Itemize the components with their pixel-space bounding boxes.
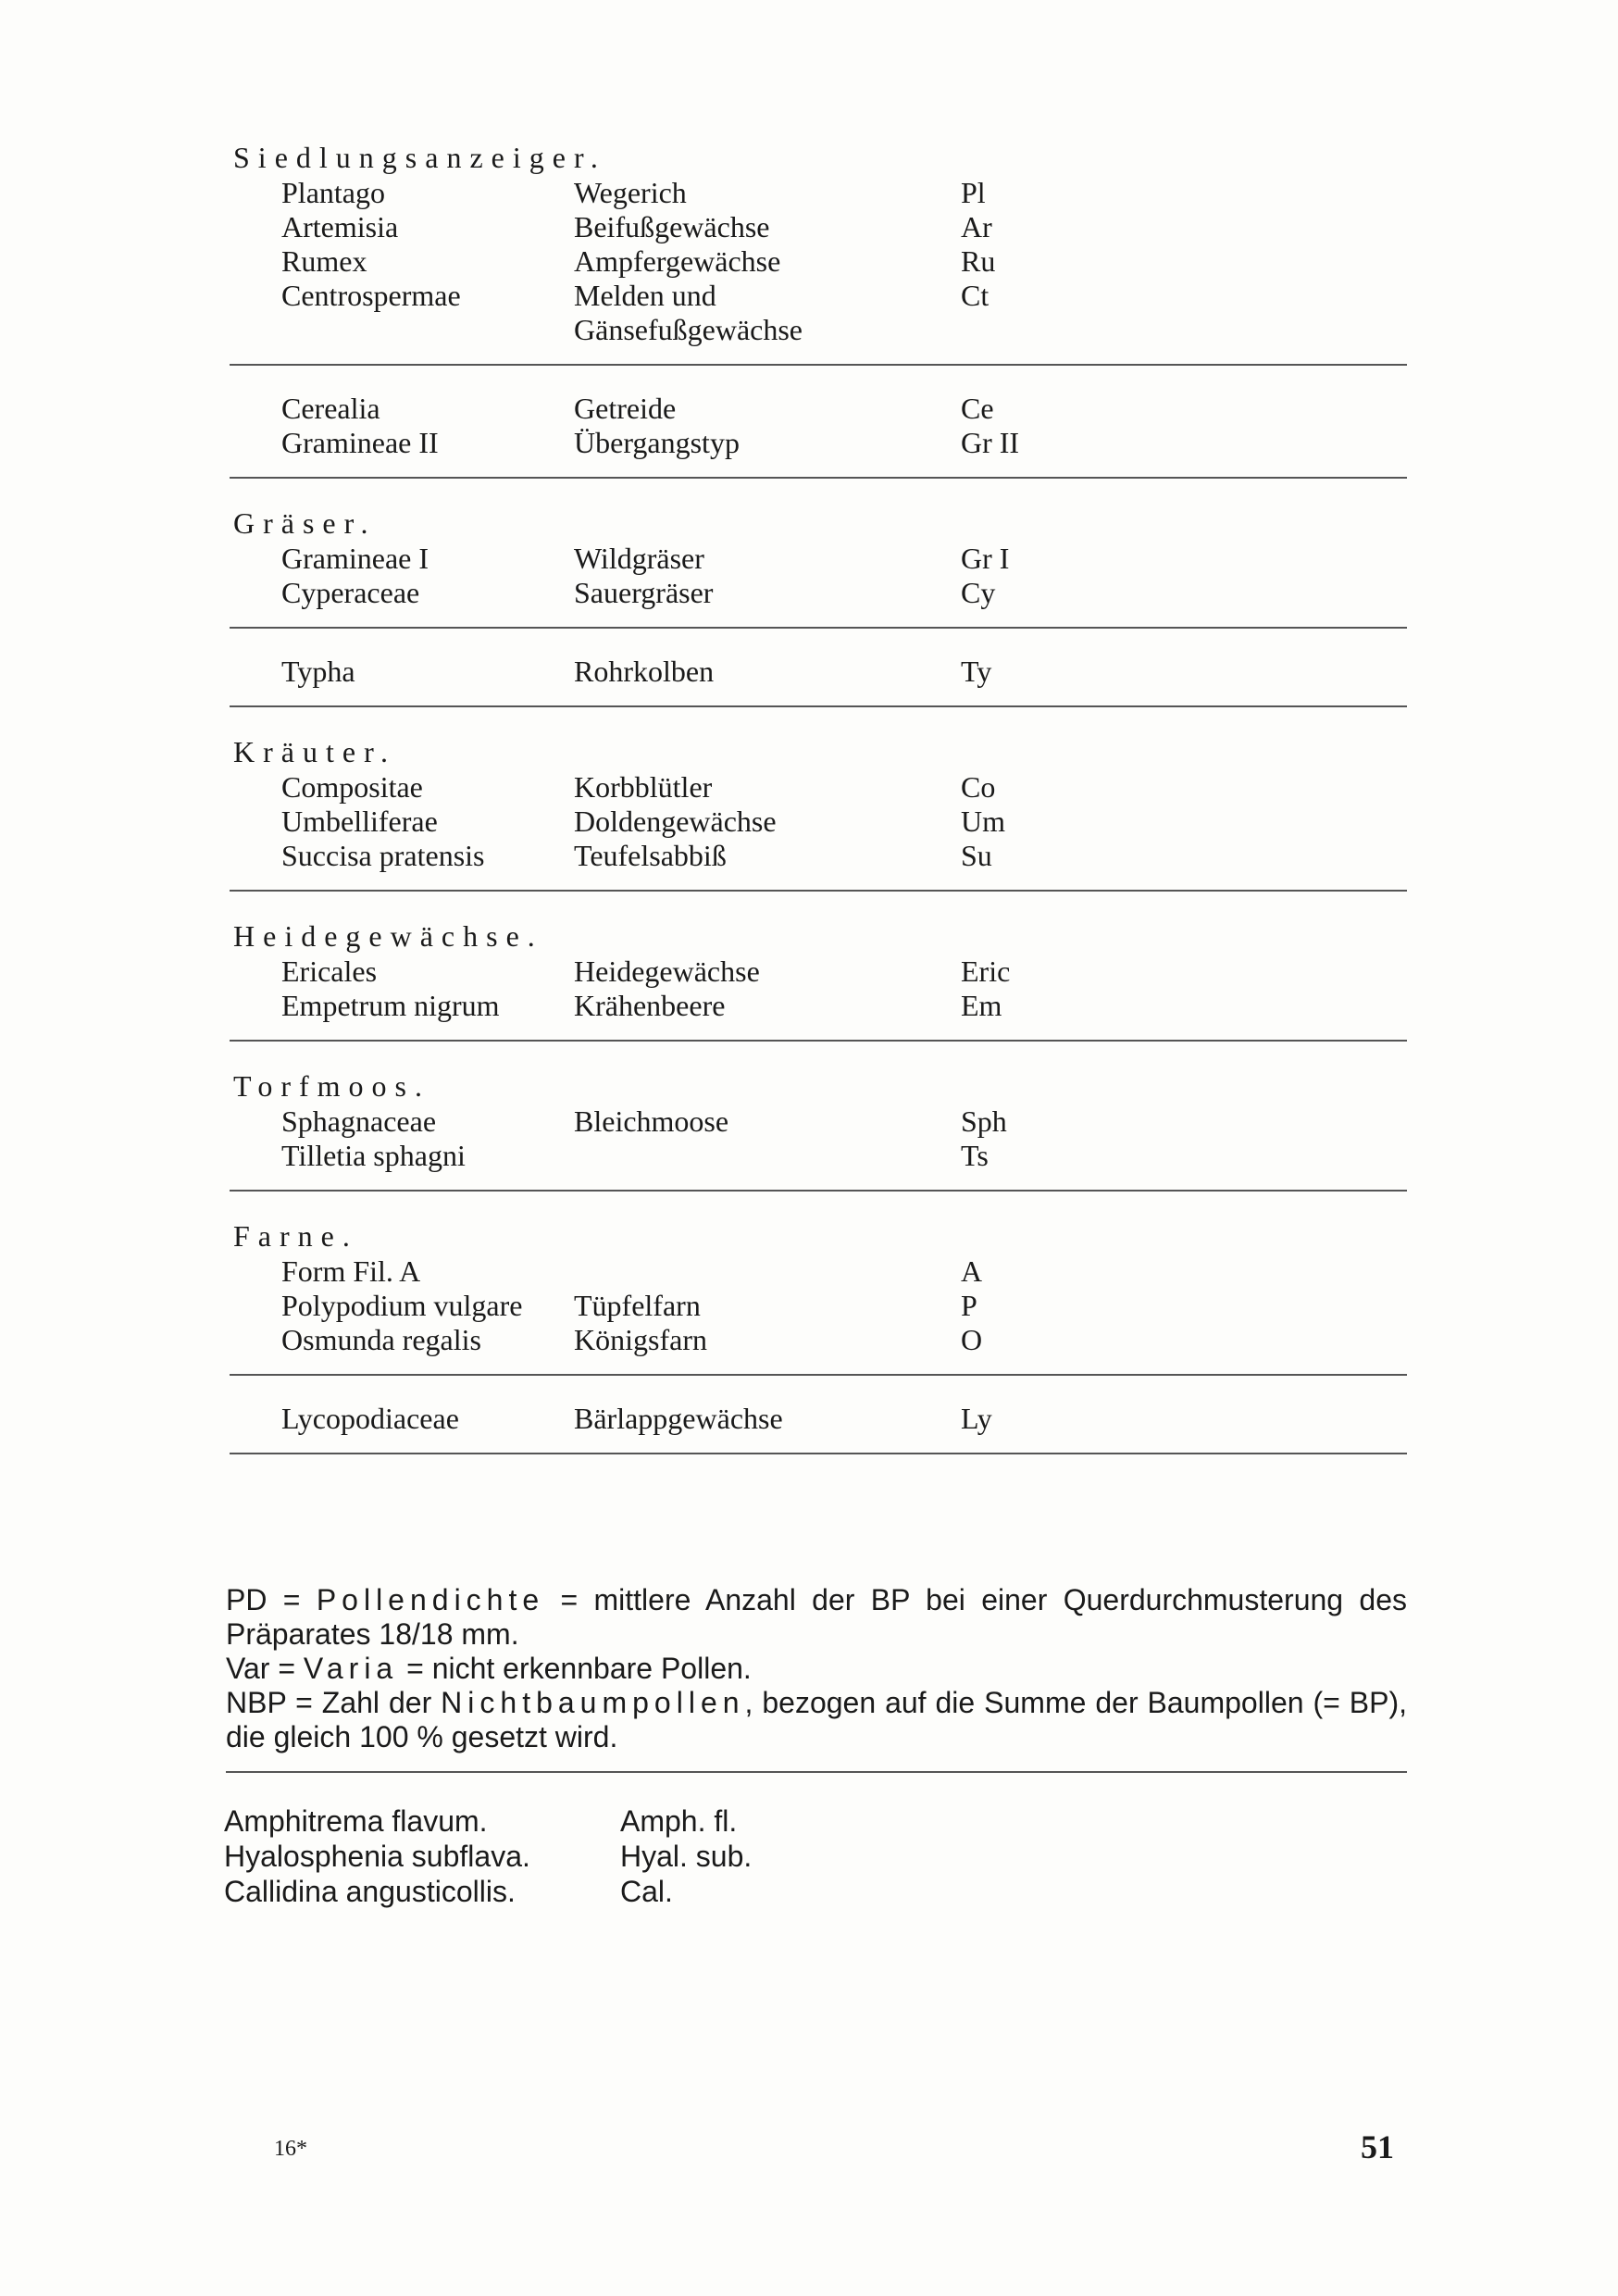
german-name: Königsfarn xyxy=(574,1323,707,1356)
group-heading: Torfmoos. xyxy=(233,1069,430,1103)
german-name: Rohrkolben xyxy=(574,655,715,688)
german-name: Tüpfelfarn xyxy=(574,1289,701,1322)
abbreviation-row xyxy=(224,1874,752,1909)
table-row xyxy=(230,392,1407,426)
table-group xyxy=(230,1376,1407,1454)
abbreviation: Um xyxy=(961,805,1005,838)
abbreviation xyxy=(961,313,1238,347)
table-row xyxy=(230,839,1407,873)
german-name: Sauergräser xyxy=(574,576,714,609)
german-name: Korbblütler xyxy=(574,770,713,804)
abbreviation: Sph xyxy=(961,1104,1007,1138)
german-name: Heidegewächse xyxy=(574,955,760,988)
group-heading: Kräuter. xyxy=(233,735,396,768)
table-row xyxy=(230,1402,1407,1436)
page-number: 51 xyxy=(1361,2128,1394,2165)
german-name: Ampfergewächse xyxy=(574,244,781,278)
abbreviation: Gr II xyxy=(961,426,1020,459)
german-name: Teufelsabbiß xyxy=(574,839,727,872)
latin-name xyxy=(230,313,574,347)
latin-name: Cyperaceae xyxy=(281,576,420,609)
latin-name: Succisa pratensis xyxy=(281,839,485,872)
abbreviation: P xyxy=(961,1289,977,1322)
table-row xyxy=(230,955,1407,989)
table-row xyxy=(230,1323,1407,1357)
table-group xyxy=(230,629,1407,707)
abbreviation: Cy xyxy=(961,576,996,609)
abbreviation: Co xyxy=(961,770,996,804)
latin-name: Lycopodiaceae xyxy=(281,1402,459,1435)
latin-name: Osmunda regalis xyxy=(281,1323,481,1356)
latin-name: Cerealia xyxy=(281,392,380,425)
abbreviation: Ce xyxy=(961,392,994,425)
pollen-type-table xyxy=(230,139,1407,1454)
latin-name: Ericales xyxy=(281,955,378,988)
german-name xyxy=(574,1254,961,1289)
german-name: Wegerich xyxy=(574,176,687,209)
group-heading: Farne. xyxy=(233,1219,358,1253)
german-name xyxy=(574,1139,961,1173)
species-abbreviation: Hyal. sub. xyxy=(620,1840,753,1873)
table-row xyxy=(230,210,1407,244)
printer-signature: 16* xyxy=(274,2137,307,2161)
latin-name: Form Fil. A xyxy=(281,1254,421,1288)
table-row xyxy=(230,576,1407,610)
table-row xyxy=(230,989,1407,1023)
table-row xyxy=(230,805,1407,839)
abbreviation: Pl xyxy=(961,176,986,209)
latin-name: Centrospermae xyxy=(281,279,461,312)
abbreviation-row xyxy=(224,1839,752,1874)
table-group xyxy=(230,139,1407,366)
latin-name: Gramineae II xyxy=(281,426,439,459)
abbreviation: Em xyxy=(961,989,1002,1022)
latin-name: Gramineae I xyxy=(281,542,429,575)
latin-name: Typha xyxy=(281,655,355,688)
group-heading: Gräser. xyxy=(233,506,377,540)
table-row xyxy=(230,655,1407,689)
latin-name: Rumex xyxy=(281,244,367,278)
species-name: Amphitrema flavum. xyxy=(224,1804,488,1838)
abbreviation: Ty xyxy=(961,655,992,688)
group-heading: Heidegewächse. xyxy=(233,919,543,953)
abbreviation: O xyxy=(961,1323,983,1356)
latin-name: Sphagnaceae xyxy=(281,1104,437,1138)
abbreviation: Su xyxy=(961,839,992,872)
abbreviation: Ru xyxy=(961,244,996,278)
german-name: Doldengewächse xyxy=(574,805,777,838)
table-group xyxy=(230,1192,1407,1376)
latin-name: Artemisia xyxy=(281,210,399,243)
german-name: Bärlappgewächse xyxy=(574,1402,783,1435)
table-row xyxy=(230,426,1407,460)
latin-name: Plantago xyxy=(281,176,385,209)
table-group xyxy=(230,707,1407,892)
abbreviation: Ar xyxy=(961,210,992,243)
abbreviation: Ly xyxy=(961,1402,992,1435)
abbreviation: A xyxy=(961,1254,983,1288)
table-row xyxy=(230,1139,1407,1173)
german-name: Wildgräser xyxy=(574,542,704,575)
species-abbreviation: Cal. xyxy=(620,1875,673,1908)
table-group xyxy=(230,1042,1407,1192)
abbreviation: Ct xyxy=(961,279,989,312)
german-name: Bleichmoose xyxy=(574,1104,729,1138)
table-row xyxy=(230,542,1407,576)
german-name: Melden und xyxy=(574,279,716,312)
table-group xyxy=(230,479,1407,629)
definition-nbp: NBP = Zahl der Nichtbaumpollen, bezogen auf die Summe der Baumpollen (= BP), die gleich 100 % gesetzt wird. xyxy=(226,1686,1407,1753)
table-row xyxy=(230,1289,1407,1323)
definitions-section xyxy=(226,1583,1407,1773)
abbreviation: Gr I xyxy=(961,542,1010,575)
latin-name: Empetrum nigrum xyxy=(281,989,500,1022)
table-row xyxy=(230,279,1407,313)
table-group xyxy=(230,366,1407,479)
latin-name: Polypodium vulgare xyxy=(281,1289,523,1322)
table-row xyxy=(230,244,1407,279)
german-name: Beifußgewächse xyxy=(574,210,770,243)
abbreviation: Eric xyxy=(961,955,1011,988)
table-row xyxy=(230,1104,1407,1139)
species-name: Callidina angusticollis. xyxy=(224,1875,516,1908)
german-name: Gänsefußgewächse xyxy=(574,313,803,346)
abbreviation-row xyxy=(224,1803,752,1839)
table-row xyxy=(230,1254,1407,1289)
definition-var: Var = Varia = nicht erkennbare Pollen. xyxy=(226,1652,752,1685)
species-abbreviation: Amph. fl. xyxy=(620,1804,738,1838)
table-group xyxy=(230,892,1407,1042)
latin-name: Compositae xyxy=(281,770,423,804)
abbreviation: Ts xyxy=(961,1139,989,1172)
table-row xyxy=(230,770,1407,805)
table-row xyxy=(230,176,1407,210)
german-name: Krähenbeere xyxy=(574,989,726,1022)
abbreviation-list xyxy=(224,1803,752,1909)
german-name: Übergangstyp xyxy=(574,426,740,459)
latin-name: Tilletia sphagni xyxy=(281,1139,466,1172)
definition-pd: PD = Pollendichte = mittlere Anzahl der BP bei einer Querdurchmusterung des Präparates 18/18 mm. xyxy=(226,1583,1408,1651)
species-name: Hyalosphenia subflava. xyxy=(224,1840,530,1873)
german-name: Getreide xyxy=(574,392,677,425)
group-heading: Siedlungsanzeiger. xyxy=(233,141,606,174)
table-row xyxy=(230,313,1407,347)
latin-name: Umbelliferae xyxy=(281,805,438,838)
